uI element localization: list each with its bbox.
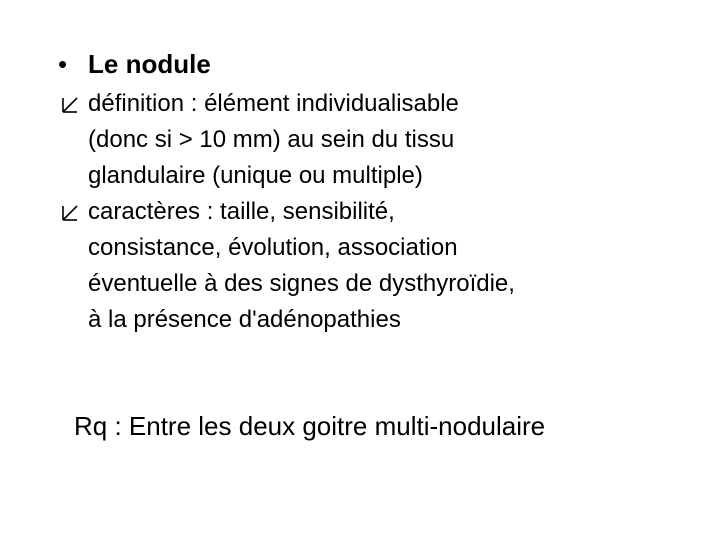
item-line: définition : élément individualisable [88,90,459,117]
list-item-caracteres [58,194,515,338]
item-line: caractères : taille, sensibilité, [88,198,395,225]
slide-heading [58,46,211,82]
item-line: (donc si > 10 mm) au sein du tissu [88,126,455,153]
heading-text: Le nodule [88,49,211,79]
item-line: à la présence d'adénopathies [88,306,401,333]
item-line: glandulaire (unique ou multiple) [88,162,423,189]
item-line: consistance, évolution, association [88,234,458,261]
bullet-icon: • [58,49,68,79]
item-line: éventuelle à des signes de dysthyroïdie, [88,270,515,297]
list-item-definition [58,86,459,194]
remark-text: Rq : Entre les deux goitre multi-nodulaire [74,411,546,441]
